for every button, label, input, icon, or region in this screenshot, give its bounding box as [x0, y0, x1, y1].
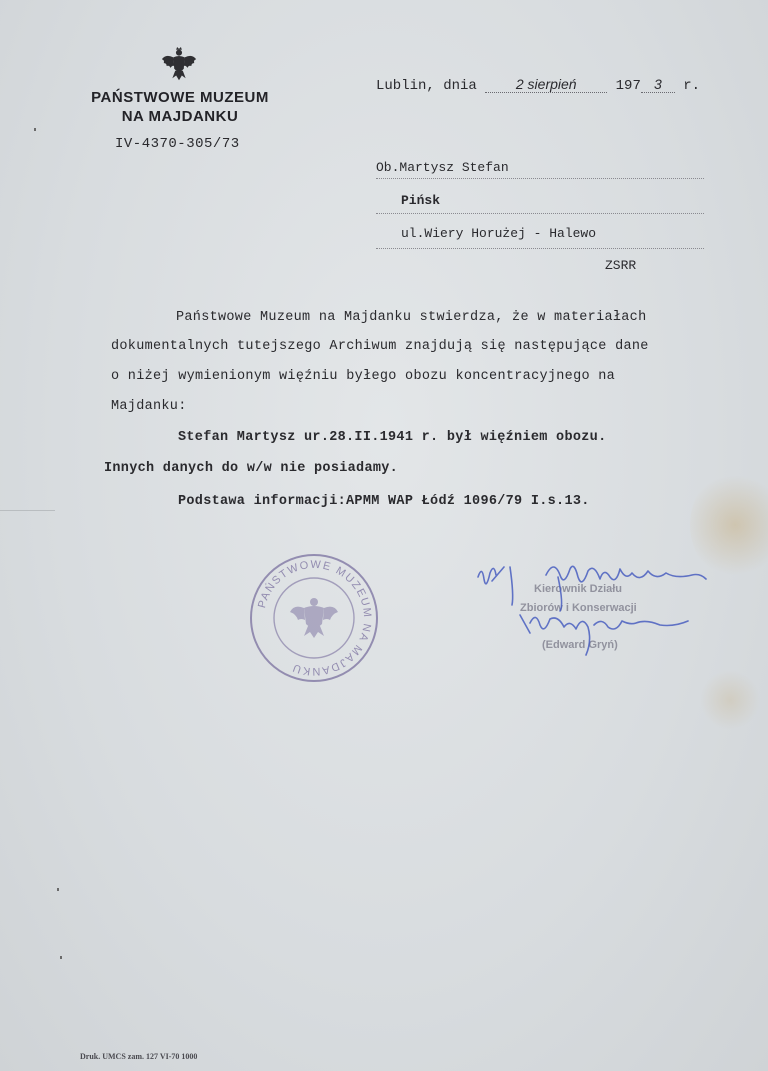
recipient-city: Pińsk: [401, 193, 441, 208]
signature-name: (Edward Gryń): [542, 639, 618, 651]
reference-number: IV-4370-305/73: [115, 136, 240, 152]
date-year-prefix: 197: [615, 78, 641, 94]
signature-title-line2: Zbiorów i Konserwacji: [520, 602, 637, 614]
handwritten-signature: [470, 555, 710, 665]
prisoner-statement: Stefan Martysz ur.28.II.1941 r. był więźniem obozu.: [178, 430, 607, 445]
body-paragraph-line: dokumentalnych tutejszego Archiwum znajdują się następujące dane: [111, 339, 649, 354]
address-rule: [376, 178, 704, 179]
recipient-country: ZSRR: [605, 258, 637, 273]
signature-title-line1: Kierownik Działu: [534, 583, 623, 595]
eagle-emblem-icon: [160, 46, 198, 84]
letterhead: [60, 88, 300, 126]
stamp-text: PAŃSTWOWE MUZEUM NA MAJDANKU: [256, 558, 374, 678]
printer-imprint: Druk. UMCS zam. 127 VI-70 1000: [80, 1052, 198, 1061]
institution-name-line1: PAŃSTWOWE MUZEUM: [91, 89, 269, 106]
date-year-suffix: 3: [641, 76, 675, 93]
no-more-data-statement: Innych danych do w/w nie posiadamy.: [104, 461, 399, 476]
address-rule: [376, 213, 704, 214]
date-line: [376, 76, 700, 94]
stamp-eagle-icon: [290, 598, 338, 638]
margin-mark: [57, 888, 59, 891]
date-place: Lublin, dnia: [376, 78, 477, 94]
official-stamp: [248, 552, 380, 684]
institution-name-line2: NA MAJDANKU: [121, 108, 239, 125]
recipient-street: ul.Wiery Horużej - Halewo: [401, 226, 597, 241]
paper-stain: [700, 670, 760, 730]
information-basis: Podstawa informacji:APMM WAP Łódź 1096/79 I.s.13.: [178, 494, 590, 509]
address-rule: [376, 248, 704, 249]
body-paragraph-line: o niżej wymienionym więźniu byłego obozu koncentracyjnego na: [111, 369, 616, 384]
date-day-month: 2 sierpień: [485, 76, 607, 93]
date-suffix: r.: [683, 78, 701, 94]
body-paragraph-line: Majdanku:: [111, 399, 187, 414]
margin-mark: [34, 128, 36, 131]
paper-fold: [0, 510, 55, 551]
margin-mark: [60, 956, 62, 959]
body-paragraph-line: Państwowe Muzeum na Majdanku stwierdza, że w materiałach: [176, 310, 647, 325]
recipient-name: Ob.Martysz Stefan: [376, 160, 509, 175]
signature-block: [470, 555, 710, 665]
